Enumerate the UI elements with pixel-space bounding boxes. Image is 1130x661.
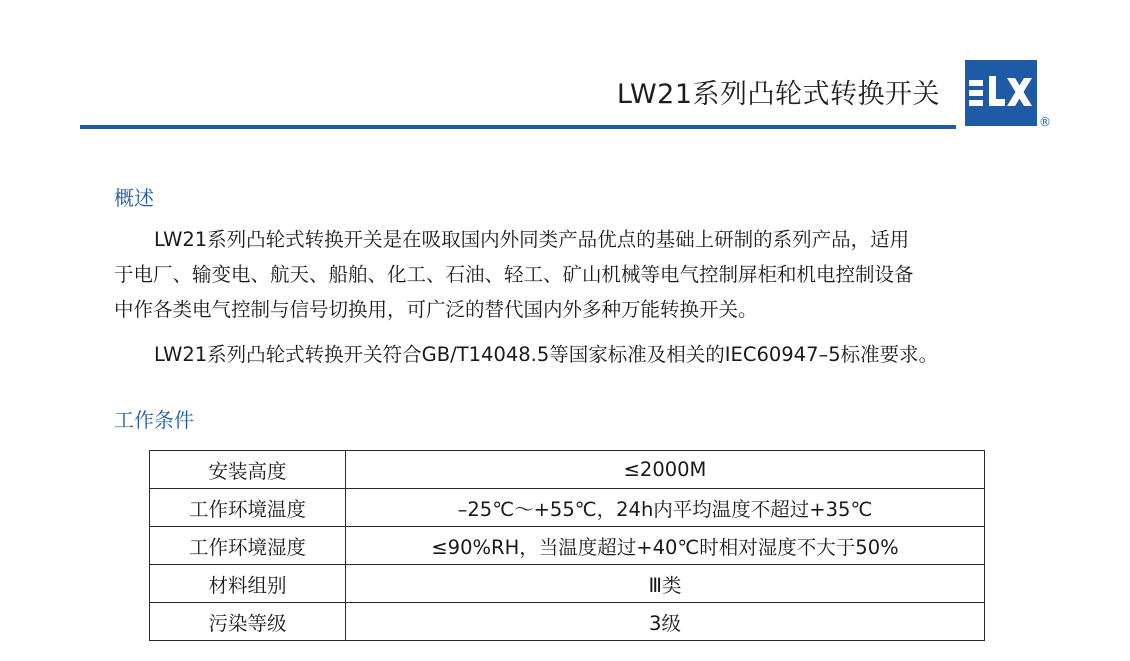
table-row xyxy=(150,451,985,489)
header-divider xyxy=(80,125,956,129)
condition-label: 安装高度 xyxy=(150,451,346,489)
table-row xyxy=(150,489,985,527)
table-row xyxy=(150,527,985,565)
overview-standards-line: LW21系列凸轮式转换开关符合GB/T14048.5等国家标准及相关的IEC60947–5标准要求。 xyxy=(154,343,939,366)
condition-value: –25℃～+55℃，24h内平均温度不超过+35℃ xyxy=(346,489,985,527)
condition-label: 工作环境温度 xyxy=(150,489,346,527)
condition-value: ≤90%RH，当温度超过+40℃时相对湿度不大于50% xyxy=(346,527,985,565)
table-row xyxy=(150,603,985,641)
overview-paragraph-1 xyxy=(114,222,1004,327)
condition-value: 3级 xyxy=(346,603,985,641)
condition-label: 材料组别 xyxy=(150,565,346,603)
registered-mark: ® xyxy=(1039,115,1051,129)
conditions-heading: 工作条件 xyxy=(114,408,194,432)
condition-label: 工作环境湿度 xyxy=(150,527,346,565)
overview-heading: 概述 xyxy=(114,186,154,210)
condition-label: 污染等级 xyxy=(150,603,346,641)
condition-value: ≤2000M xyxy=(346,451,985,489)
table-row xyxy=(150,565,985,603)
elx-logo xyxy=(965,60,1037,126)
overview-paragraph-2 xyxy=(114,337,1004,372)
overview-line-3: 中作各类电气控制与信号切换用，可广泛的替代国内外多种万能转换开关。 xyxy=(114,298,758,321)
conditions-table xyxy=(149,450,985,641)
overview-line-1: LW21系列凸轮式转换开关是在吸取国内外同类产品优点的基础上研制的系列产品，适用 xyxy=(154,228,910,251)
page-title: LW21系列凸轮式转换开关 xyxy=(616,79,940,110)
elx-logo-icon xyxy=(965,60,1037,126)
overview-line-2: 于电厂、输变电、航天、船舶、化工、石油、轻工、矿山机械等电气控制屏柜和机电控制设备 xyxy=(114,263,914,286)
condition-value: Ⅲ类 xyxy=(346,565,985,603)
